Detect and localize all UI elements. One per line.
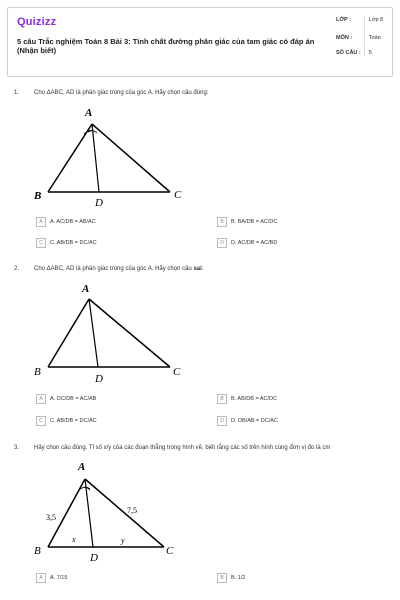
question-text — [34, 266, 394, 272]
label-b: B — [34, 190, 42, 202]
triangle-figure-2 — [30, 279, 200, 387]
option-letter: C — [36, 238, 46, 248]
label-x: x — [72, 535, 76, 544]
option-label: C. AB/DB = DC/AC — [50, 418, 97, 424]
worksheet-header — [7, 7, 393, 77]
option-label: B. BA/DB = AC/DC — [231, 219, 278, 225]
label-b: B — [34, 366, 41, 378]
option-a[interactable] — [36, 217, 96, 227]
quizizz-logo: Quizizz — [17, 16, 57, 28]
question-text: Hãy chọn câu đúng. Tỉ số x/y của các đoạn thẳng trong hình vẽ, biết rằng các số trên hình cùng đơn vị đo là cm — [34, 445, 331, 451]
option-c[interactable] — [36, 238, 97, 248]
option-letter: C — [36, 416, 46, 426]
label-ab-length: 3,5 — [46, 513, 56, 522]
meta-count-row — [336, 50, 391, 56]
meta-subject-row — [336, 35, 391, 50]
option-a[interactable] — [36, 394, 96, 404]
option-letter: B — [217, 394, 227, 404]
label-ac-length: 7,5 — [127, 506, 137, 515]
label-y: y — [121, 536, 125, 545]
meta-info — [336, 17, 391, 56]
question-text-prefix: Cho ΔABC, AD là phân giác trong của góc A. Hãy chọn câu — [34, 266, 192, 272]
option-letter: D — [217, 416, 227, 426]
side-ac — [89, 299, 170, 367]
subject-value: Toán — [364, 35, 391, 50]
option-letter: B — [217, 573, 227, 583]
option-label: A. 7/15 — [50, 575, 68, 581]
question-number: 3. — [14, 445, 20, 451]
option-letter: B — [217, 217, 227, 227]
option-label: D. DB/AB = DC/AC — [231, 418, 278, 424]
option-d[interactable] — [217, 416, 278, 426]
bisector-ad — [89, 299, 98, 367]
option-label: D. AC/DB = AC/BD — [231, 240, 278, 246]
side-ab — [48, 299, 89, 367]
page-title: 5 câu Trắc nghiệm Toán 8 Bài 3: Tính chất đường phân giác của tam giác có đáp án (Nhận biết) — [17, 37, 315, 55]
class-label: LỚP : — [336, 17, 351, 23]
label-c: C — [174, 189, 182, 201]
label-b: B — [34, 545, 41, 557]
option-c[interactable] — [36, 416, 97, 426]
option-label: A. AC/DB = AB/AC — [50, 219, 96, 225]
label-d: D — [95, 197, 103, 209]
label-a: A — [85, 107, 93, 119]
side-ab — [48, 124, 92, 192]
label-d: D — [95, 373, 103, 385]
option-a[interactable] — [36, 573, 67, 583]
label-a: A — [82, 283, 90, 295]
option-letter: A — [36, 394, 46, 404]
option-b[interactable] — [217, 217, 277, 227]
option-b[interactable] — [217, 394, 277, 404]
side-ac — [92, 124, 170, 192]
label-c: C — [173, 366, 181, 378]
label-c: C — [166, 545, 174, 557]
bisector-ad — [92, 124, 99, 192]
label-d: D — [90, 552, 98, 564]
question-number: 2. — [14, 266, 20, 272]
label-a: A — [78, 461, 86, 473]
option-label: B. 1/2 — [231, 575, 246, 581]
class-value: Lớp 8 — [364, 17, 391, 35]
count-label: SỐ CÂU : — [336, 50, 361, 56]
option-label: C. AB/DB = DC/AC — [50, 240, 97, 246]
question-text-emphasis: sai — [193, 266, 202, 272]
option-d[interactable] — [217, 238, 277, 248]
count-value: 5 — [364, 50, 391, 56]
option-letter: A — [36, 573, 46, 583]
meta-class-row — [336, 17, 391, 35]
triangle-figure-3 — [30, 457, 200, 567]
triangle-figure-1 — [30, 102, 200, 210]
option-letter: A — [36, 217, 46, 227]
question-text: Cho ΔABC, AD là phân giác trong của góc A. Hãy chọn câu đúng: — [34, 90, 209, 96]
option-label: B. AB/DB = AC/DC — [231, 396, 278, 402]
question-number: 1. — [14, 90, 20, 96]
option-label: A. DC/DB = AC/AB — [50, 396, 97, 402]
subject-label: MÔN : — [336, 35, 353, 41]
option-b[interactable] — [217, 573, 245, 583]
option-letter: D — [217, 238, 227, 248]
question-text-suffix: : — [201, 266, 204, 272]
